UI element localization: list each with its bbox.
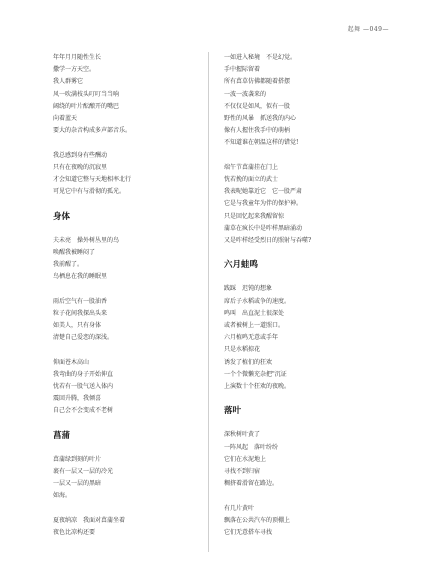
stanza: [224, 52, 374, 150]
stanza: [224, 429, 374, 490]
poem-line: 只是水稻掠花: [224, 346, 261, 354]
poem-line: 如美人，只有身体: [53, 322, 102, 330]
stanza: [53, 296, 203, 345]
poem-line: 有几片黄叶: [224, 504, 255, 512]
poem-line: 诱发了植们的狂欢: [224, 358, 273, 366]
stanza: [53, 357, 203, 418]
poem-line: 它们无意搭车寻找: [224, 529, 273, 537]
poem-line: 或者被树上一道照口。: [224, 322, 285, 330]
poem-line: 我人群雾它: [53, 78, 84, 86]
poem-line: 一波一波袭来的: [224, 90, 267, 98]
page-header: 起舞 —049—: [347, 26, 389, 33]
poem-line: 粒子花间我探出头来: [53, 309, 108, 317]
poem-line: 蒲草在疯长中是咋样黑暗涌动: [224, 224, 303, 232]
poem-line: 年年月月随性生长: [53, 54, 102, 61]
poem-title: 菖蒲: [53, 430, 71, 441]
poem-line: 自己会不会变成不老树: [53, 407, 114, 415]
poem-line: 它们在水泥地上: [224, 455, 267, 463]
poem-line: 裹有一层又一层的冷光: [53, 468, 114, 476]
poem-line: 野性的风暴 抓送我的内心: [224, 115, 297, 123]
stanza: [224, 162, 374, 247]
poem-line: 飘落在公共汽车的顶棚上: [224, 516, 291, 524]
poem-title: 落叶: [224, 406, 242, 417]
poem-line: 夫未亮 操外树丛里的鸟: [53, 236, 120, 244]
poem-line: 只是回忆起来我醒留惊: [224, 212, 285, 220]
poem-line: 鸣叫 出直泥土很深处: [224, 309, 285, 317]
poem-line: 我前醒了。: [53, 261, 84, 269]
stanza: [53, 235, 203, 284]
poem-line: 恍若挽的面立的武士: [224, 176, 279, 184]
poem-line: 夜色比凉构还要: [53, 529, 96, 537]
poem-line: 一如进入秘境 不是幻觉。: [224, 54, 297, 61]
poem-line: 唤醒我被睡闷了: [53, 248, 96, 256]
poem-line: 阔绕的叶片酝酿开的嘴巴: [53, 102, 120, 110]
poem-line: 深秋树叶黄了: [224, 431, 261, 439]
poem-line: 不知道谁在朝温这样的错觉!: [224, 139, 299, 147]
stanza: [53, 515, 203, 539]
poem-line: 风一吹满枝头叮叮当当响: [53, 90, 120, 98]
poem-line: 手中握际留着: [224, 66, 261, 74]
column-divider: [208, 52, 209, 552]
poem-line: 鸟栖息在我的睡眠里: [53, 273, 108, 281]
poem-line: 撒学一方天空。: [53, 66, 96, 74]
stanza: [224, 283, 374, 393]
poem-line: 清楚自己爱恋的深浅。: [53, 334, 114, 342]
poem-title: 身体: [53, 211, 71, 222]
poem-line: 端午节菖蒲挂在门上: [224, 163, 279, 171]
poem-line: 仰面苍木高山: [53, 358, 90, 366]
poem-line: 践踩 迟钝的想象: [224, 285, 273, 293]
poem-line: 它是与我童年为伴的保护神。: [224, 200, 303, 208]
poem-line: 雨后空气有一股油香: [53, 297, 108, 305]
poem-title: 六月蛙鸣: [224, 260, 259, 271]
poem-line: 又是咋样经受烈日的照射与吞噬?: [224, 237, 312, 245]
poem-line: 菖蒲绿到刻的叶片: [53, 455, 102, 463]
poem-line: 像有人握住我手中的萌柄: [224, 127, 291, 135]
poem-line: 一个个微懒充杂把"沉证: [224, 370, 287, 378]
poem-line: 我弯曲的身子开始伸直: [53, 370, 114, 378]
stanza: [53, 150, 203, 199]
poem-line: 席后子水稻或争的速度。: [224, 297, 291, 305]
poem-line: 六月植鸣无意或手年: [224, 334, 279, 342]
poem-line: 一层又一层的黑暗: [53, 480, 102, 488]
poem-line: 寻找不到归宿: [224, 468, 261, 476]
poem-line: 可见它中有与滑彻的孤光。: [53, 188, 126, 196]
poem-line: 忧若有一股气送入体内: [53, 383, 114, 391]
poem-line: 我表呢她靠近它 它一股严肃: [224, 188, 303, 196]
poem-line: 上演数十个狂欢的夜晚。: [224, 383, 291, 391]
poem-line: 稠挤着滑留在路边。: [224, 480, 279, 488]
stanza: [53, 454, 203, 503]
poem-line: 才会知道它整与天地相率北行: [53, 176, 132, 184]
poem-line: 要大的杂音构成多声部音乐。: [53, 127, 132, 135]
left-column: [53, 52, 203, 551]
stanza: [53, 52, 203, 137]
right-column: [224, 52, 374, 551]
stanza: [224, 503, 374, 540]
poem-line: 震回升腾，我倾喜: [53, 395, 102, 403]
poem-line: 一阵风起 落叶纷纷: [224, 443, 279, 451]
poem-line: 夏夜纳凉 我面对菖蒲坐着: [53, 516, 126, 524]
poem-line: 如海。: [53, 492, 72, 500]
poem-line: 我总感到身有些酬动: [53, 151, 108, 159]
poem-line: 所有菖草仿佛都随着搭摆: [224, 78, 291, 86]
poem-line: 只有在夜晚的沉寂里: [53, 163, 108, 171]
poem-line: 向着蓝天: [53, 115, 78, 123]
poem-line: 不仅仅是如风，似有一股: [224, 102, 291, 110]
